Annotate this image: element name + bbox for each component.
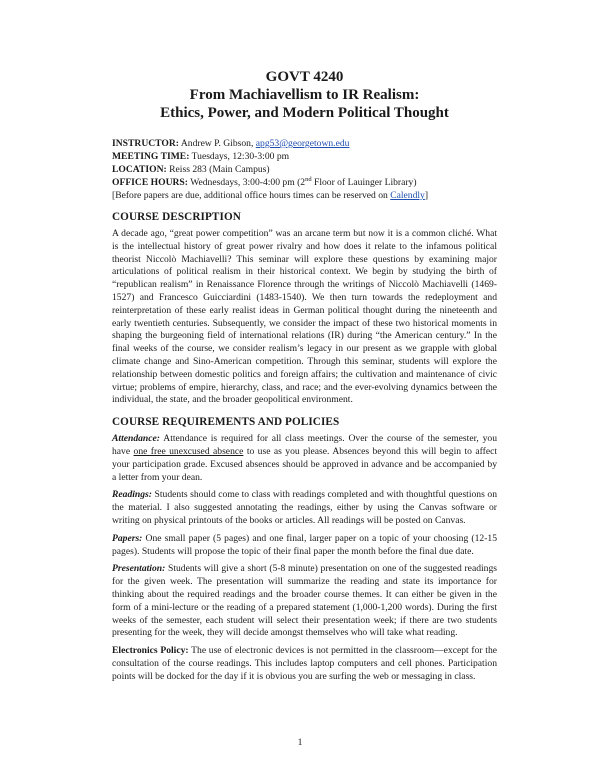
- course-title-line2: Ethics, Power, and Modern Political Thought: [160, 105, 449, 121]
- attendance-paragraph: [112, 433, 497, 484]
- office-hours-note: [112, 189, 497, 202]
- meeting-label: MEETING TIME:: [112, 151, 190, 162]
- papers-text: One small paper (5 pages) and one final, larger paper on a topic of your choosing (12-15 pages). Students will propose the topic of their final paper the month before the final due date.: [112, 532, 497, 557]
- course-code: GOVT 4240: [265, 69, 344, 85]
- free-absence-text: one free unexcused absence: [133, 445, 244, 457]
- presentation-label: Presentation:: [112, 563, 166, 575]
- location-label: LOCATION:: [112, 164, 167, 175]
- meeting-value: Tuesdays, 12:30-3:00 pm: [191, 151, 290, 162]
- attendance-text-rest: to use as you please. Absences beyond this will begin to affect your participation grade. Excused absences should be approved in advance and be accompanied by a letter from your dean.: [112, 445, 497, 483]
- office-hours-sup: nd: [305, 175, 312, 183]
- electronics-text: The use of electronic devices is not permitted in the classroom—except for the consultation of the course readings. This includes laptop computers and cell phones. Participation points will be docked for the day if it is obvious you are surfing the web or messaging in class.: [112, 645, 497, 682]
- instructor-email-link[interactable]: apg53@georgetown.edu: [255, 138, 350, 149]
- presentation-paragraph: [112, 563, 497, 640]
- course-title-line1: From Machiavellism to IR Realism:: [189, 87, 420, 103]
- note-text: [Before papers are due, additional office hours times can be reserved on: [112, 190, 388, 201]
- instructor-row: [112, 137, 497, 150]
- papers-label: Papers:: [112, 532, 143, 544]
- requirements-heading: COURSE REQUIREMENTS AND POLICIES: [112, 416, 340, 429]
- location-row: [112, 163, 497, 176]
- office-hours-value: [190, 177, 416, 188]
- office-hours-text: Wednesdays, 3:00-4:00 pm (2: [190, 177, 306, 188]
- page-number: 1: [297, 737, 303, 748]
- instructor-label: INSTRUCTOR:: [112, 138, 179, 149]
- location-value: Reiss 283 (Main Campus): [169, 164, 270, 175]
- papers-paragraph: [112, 533, 497, 559]
- readings-label: Readings:: [112, 489, 152, 501]
- title-block: [112, 68, 497, 122]
- office-hours-row: [112, 176, 497, 189]
- instructor-name: Andrew P. Gibson,: [180, 138, 254, 149]
- attendance-label: Attendance:: [112, 433, 160, 445]
- office-hours-text-end: Floor of Lauinger Library): [313, 177, 417, 188]
- office-hours-label: OFFICE HOURS:: [112, 177, 188, 188]
- course-description-text: A decade ago, “great power competition” was an arcane term but now it is a common cliché. What is the intellectual history of great power rivalry and how does it relate to the infamous political theorist Niccolò Machiavelli? This seminar will explore these questions by examining major articulations of political realism in their historical context. We begin by studying the birth of “republican realism” in Renaissance Florence through the writings of Niccolò Machiavelli (1469-1527) and Francesco Guicciardini (1483-1540). We then turn towards the redeployment and reinterpretation of these early realist ideas in German political thought during the nineteenth and early twentieth centuries. Subsequently, we consider the impact of these two historical moments in shaping the burgeoning field of international relations (IR) during “the American century.” In the final weeks of the course, we consider realism’s legacy in our present as we grapple with global climate change and Sino-American competition. Through this seminar, students will explore the relationship between domestic politics and foreign affairs; the cultivation and maintenance of civic virtue; problems of empire, hierarchy, class, and race; and the ever-evolving dynamics between the individual, the state, and the broader geopolitical environment.: [112, 228, 497, 406]
- electronics-paragraph: [112, 645, 497, 683]
- calendly-link[interactable]: Calendly: [390, 190, 425, 201]
- presentation-text: Students will give a short (5-8 minute) presentation on one of the suggested readings for the given week. The presentation will summarize the reading and state its importance for thinking about the required readings and the broader course themes. It can either be given in the form of a mini-lecture or the reading of a prepared statement (1,000-1,200 words). During the first weeks of the semester, each student will select their presentation week; if there are two students presenting for the week, they will decide amongst themselves who will take what reading.: [112, 563, 497, 639]
- course-description-heading: COURSE DESCRIPTION: [112, 211, 241, 223]
- readings-text: Students should come to class with readings completed and with thoughtful questions on the material. I also suggested annotating the readings, either by using the Canvas software or writing on physical printouts of the books or articles. All readings will be posted on Canvas.: [112, 489, 497, 526]
- course-info: [112, 137, 497, 202]
- page-content: [112, 68, 497, 689]
- meeting-row: [112, 150, 497, 163]
- note-close: ]: [424, 190, 429, 201]
- readings-paragraph: [112, 489, 497, 527]
- attendance-text: Attendance is required for all class meetings. Over the course of the semester, you have: [112, 433, 497, 457]
- electronics-label: Electronics Policy:: [112, 645, 189, 657]
